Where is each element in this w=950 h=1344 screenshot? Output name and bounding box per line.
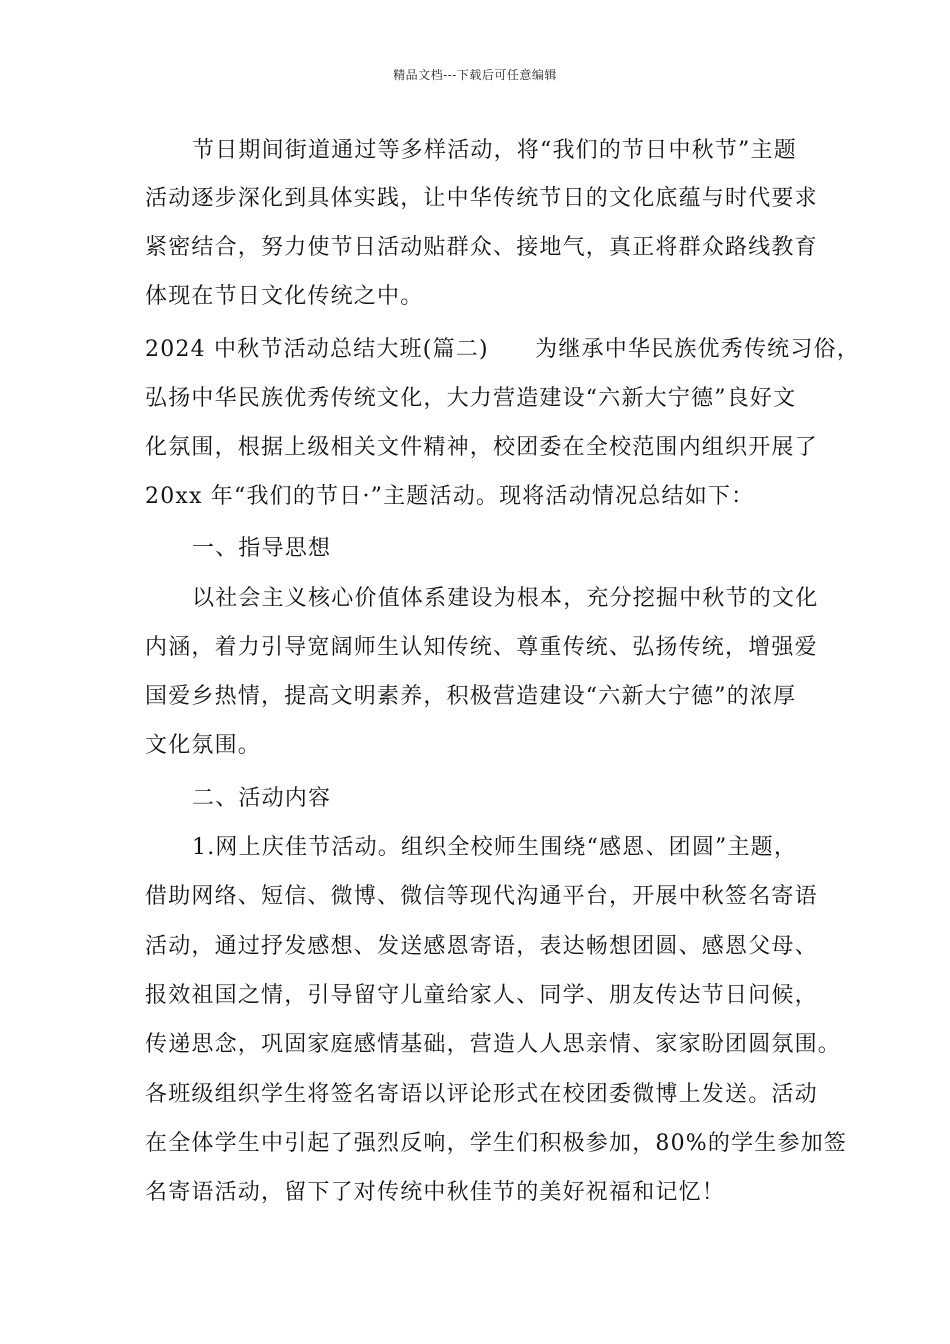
text-line: 各班级组织学生将签名寄语以评论形式在校团委微博上发送。活动	[145, 1082, 818, 1107]
text-line: 文化氛围。	[145, 733, 262, 758]
heading-activity-content: 二、活动内容	[192, 786, 332, 811]
text-line: 活动逐步深化到具体实践，让中华传统节日的文化底蕴与时代要求	[145, 186, 818, 211]
text-line: 体现在节日文化传统之中。	[145, 284, 424, 309]
text-line: 弘扬中华民族优秀传统文化，大力营造建设“六新大宁德”良好文	[145, 386, 797, 411]
text-line: 国爱乡热情，提高文明素养，积极营造建设“六新大宁德”的浓厚	[145, 684, 797, 709]
text-line: 活动，通过抒发感想、发送感恩寄语，表达畅想团圆、感恩父母、	[145, 934, 818, 959]
text-line: 节日期间街道通过等多样活动，将“我们的节日中秋节”主题	[192, 138, 797, 163]
text-line: 20xx 年“我们的节日·”主题活动。现将活动情况总结如下：	[145, 484, 755, 509]
text-line: 内涵，着力引导宽阔师生认知传统、尊重传统、弘扬传统，增强爱	[145, 635, 818, 660]
text-line: 化氛围，根据上级相关文件精神，校团委在全校范围内组织开展了	[145, 435, 818, 460]
text-line: 传递思念，巩固家庭感情基础，营造人人思亲情、家家盼团圆氛围。	[145, 1032, 842, 1057]
text-line: 借助网络、短信、微博、微信等现代沟通平台，开展中秋签名寄语	[145, 884, 818, 909]
text-line: 以社会主义核心价值体系建设为根本，充分挖掘中秋节的文化	[192, 586, 819, 611]
text-line: 名寄语活动，留下了对传统中秋佳节的美好祝福和记忆！	[145, 1180, 726, 1205]
text-line: 1.网上庆佳节活动。组织全校师生围绕“感恩、团圆”主题，	[192, 835, 798, 860]
text-line: 在全体学生中引起了强烈反响，学生们积极参加，80%的学生参加签	[145, 1131, 848, 1156]
page-header: 精品文档---下载后可任意编辑	[393, 68, 557, 82]
section-title-line: 2024 中秋节活动总结大班(篇二) 为继承中华民族优秀传统习俗，	[145, 337, 860, 362]
heading-guiding-ideology: 一、指导思想	[192, 536, 332, 561]
text-line: 报效祖国之情，引导留守儿童给家人、同学、朋友传达节日问候，	[145, 983, 818, 1008]
text-line: 紧密结合，努力使节日活动贴群众、接地气，真正将群众路线教育	[145, 235, 818, 260]
